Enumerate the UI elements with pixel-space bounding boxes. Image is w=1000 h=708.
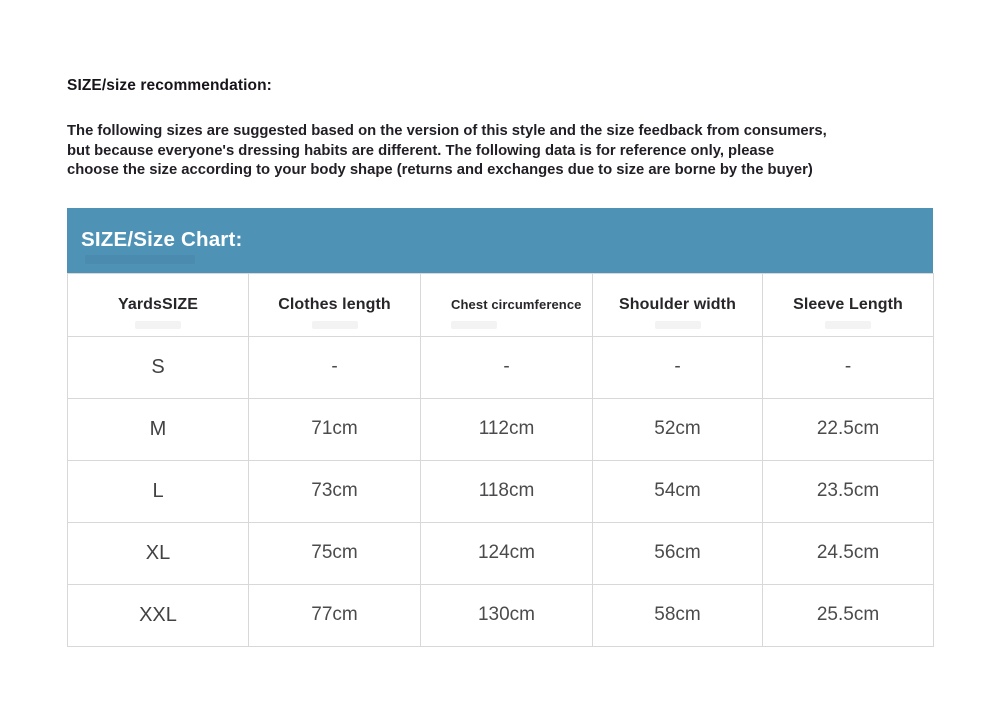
chest-cell: 112cm — [421, 398, 593, 460]
size-cell: XXL — [68, 584, 249, 646]
sleeve-cell: 22.5cm — [763, 398, 934, 460]
table-row-l — [68, 460, 934, 522]
col-header-chest-circumference: Chest circumference — [421, 273, 593, 336]
table-row-xxl — [68, 584, 934, 646]
clothes-length-cell: 77cm — [249, 584, 421, 646]
size-cell: L — [68, 460, 249, 522]
intro-line-1: The following sizes are suggested based on the version of this style and the size feedback from consumers, — [67, 123, 827, 139]
intro-line-3: choose the size according to your body shape (returns and exchanges due to size are borne by the buyer) — [67, 162, 813, 179]
size-cell: S — [68, 336, 249, 398]
intro-line-2: but because everyone's dressing habits are different. The following data is for reference only, please — [67, 142, 775, 159]
page-title: SIZE/size recommendation: — [67, 77, 272, 94]
col-header-sleeve-length: Sleeve Length — [763, 273, 934, 336]
shoulder-cell: 56cm — [593, 522, 763, 584]
clothes-length-cell: 71cm — [249, 398, 421, 460]
size-chart-title: SIZE/Size Chart: — [81, 228, 243, 252]
shoulder-cell: 52cm — [593, 398, 763, 460]
size-chart-section — [67, 208, 933, 647]
table-row-s — [68, 336, 934, 398]
table-header-row — [68, 273, 934, 336]
chest-cell: 118cm — [421, 460, 593, 522]
size-guide-page — [67, 76, 933, 647]
shoulder-cell: 54cm — [593, 460, 763, 522]
size-cell: M — [68, 398, 249, 460]
clothes-length-cell: 75cm — [249, 522, 421, 584]
sleeve-cell: 24.5cm — [763, 522, 934, 584]
chest-cell: 130cm — [421, 584, 593, 646]
clothes-length-cell: 73cm — [249, 460, 421, 522]
chest-cell: - — [421, 336, 593, 398]
shoulder-cell: - — [593, 336, 763, 398]
sleeve-cell: - — [763, 336, 934, 398]
chest-cell: 124cm — [421, 522, 593, 584]
size-chart-title-bar — [67, 208, 933, 273]
size-chart-table — [67, 273, 934, 647]
shoulder-cell: 58cm — [593, 584, 763, 646]
table-row-m — [68, 398, 934, 460]
col-header-shoulder-width: Shoulder width — [593, 273, 763, 336]
sleeve-cell: 23.5cm — [763, 460, 934, 522]
clothes-length-cell: - — [249, 336, 421, 398]
intro-paragraph — [67, 122, 933, 181]
size-cell: XL — [68, 522, 249, 584]
col-header-yards-size: YardsSIZE — [68, 273, 249, 336]
col-header-clothes-length: Clothes length — [249, 273, 421, 336]
sleeve-cell: 25.5cm — [763, 584, 934, 646]
table-row-xl — [68, 522, 934, 584]
